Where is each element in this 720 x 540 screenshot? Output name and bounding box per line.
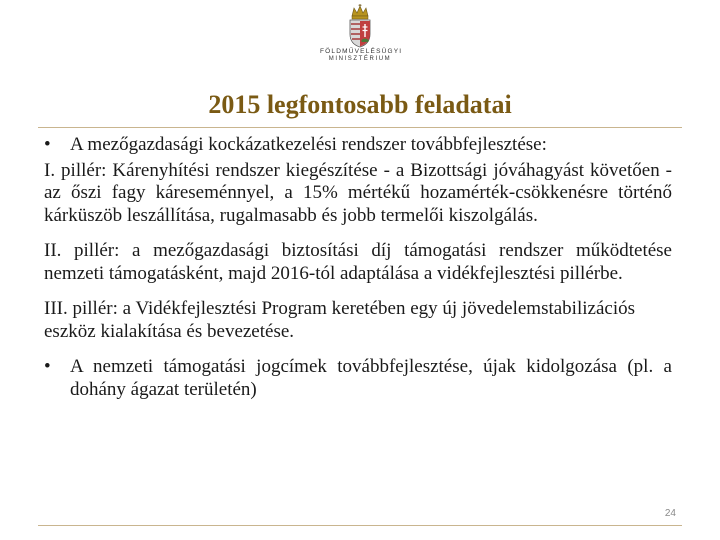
slide-title: 2015 legfontosabb feladatai: [208, 90, 512, 119]
title-divider: [38, 127, 682, 128]
bullet-risk-management: [44, 134, 672, 157]
ministry-name-line2: MINISZTÉRIUM: [328, 56, 392, 62]
pillar-two-paragraph: II. pillér: a mezőgazdasági biztosítási díj támogatási rendszer működtetése nemzeti támogatásként, majd 2016-tól adaptálása a vidékfejlesztési pillérbe.: [44, 240, 672, 284]
ministry-logo: [320, 4, 403, 70]
ministry-name-line1: FÖLDMŰVELÉSÜGYI: [320, 48, 403, 55]
bullet-text: A nemzeti támogatási jogcímek továbbfejlesztése, újak kidolgozása (pl. a dohány ágazat területén): [70, 356, 672, 400]
pillar-one-paragraph: I. pillér: Kárenyhítési rendszer kiegészítése - a Bizottsági jóváhagyást követően - az őszi fagy káreseménnyel, a 15% mértékű hozamérték-csökkenésre történő kárküszöb leszállítása, rugalmasabb és jobb termelői kiszolgálás.: [44, 159, 672, 226]
hungarian-coat-of-arms-icon: [347, 4, 373, 48]
bullet-dot: •: [44, 134, 51, 155]
page-number: 24: [664, 508, 676, 519]
bullet-text: A mezőgazdasági kockázatkezelési rendszer továbbfejlesztése:: [70, 134, 547, 155]
bullet-dot: •: [44, 356, 51, 377]
bullet-national-support: [44, 356, 672, 401]
pillar-three-paragraph: III. pillér: a Vidékfejlesztési Program keretében egy új jövedelemstabilizációs eszköz kialakítása és bevezetése.: [44, 298, 635, 342]
footer-divider: [38, 525, 682, 526]
slide-body: [44, 134, 672, 401]
